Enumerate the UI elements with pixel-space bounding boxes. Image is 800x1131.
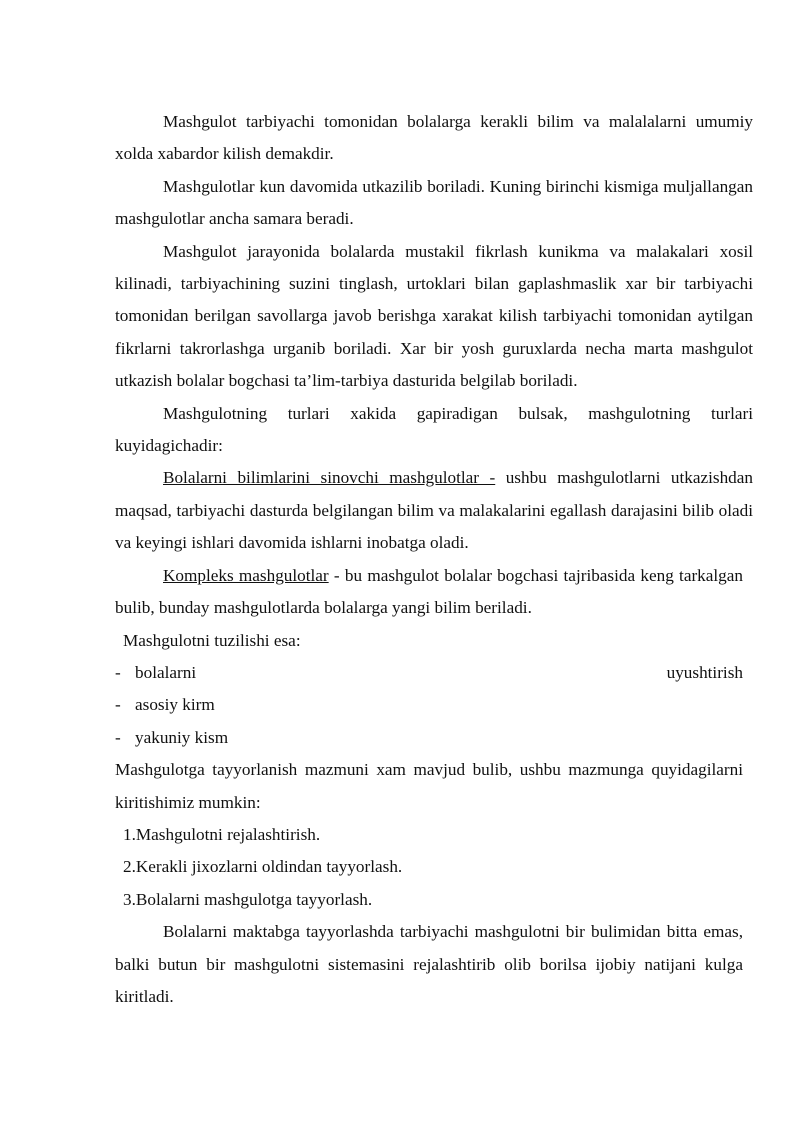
paragraph-preparation: Mashgulotga tayyorlanish mazmuni xam mavjud bulib, ushbu mazmunga quyidagilarni kiritishimiz mumkin: xyxy=(115,760,743,812)
term-complex-lessons: Kompleks mashgulotlar xyxy=(163,565,329,585)
paragraph-testing-lessons xyxy=(115,462,753,559)
list-item xyxy=(115,689,753,721)
list-dash: - xyxy=(115,662,121,682)
numbered-item: 3.Bolalarni mashgulotga tayyorlash. xyxy=(123,889,373,909)
paragraph-complex-lessons xyxy=(115,560,743,625)
list-item xyxy=(115,657,753,689)
structure-intro: Mashgulotni tuzilishi esa: xyxy=(123,630,301,650)
list-item-text: bolalarni xyxy=(135,662,197,682)
list-item-text-end: uyushtirish xyxy=(666,662,743,682)
list-item-text: asosiy kirm xyxy=(135,695,215,715)
paragraph-conclusion: Bolalarni maktabga tayyorlashda tarbiyachi mashgulotni bir bulimidan bitta emas, balki butun bir mashgulotni sistemasini rejalashtirib olib borilsa ijobiy natijani kulga kiritladi. xyxy=(115,922,743,1006)
numbered-item: 2.Kerakli jixozlarni oldindan tayyorlash. xyxy=(123,857,403,877)
complex-lessons-description: - bu mashgulot bolalar bogchasi tajribasida keng tarkalgan bulib, bunday mashgulotlarda bolalarga yangi bilim beriladi. xyxy=(115,565,743,618)
list-item-text: yakuniy kism xyxy=(135,727,229,747)
testing-lessons-description: ushbu mashgulotlarni utkazishdan maqsad, tarbiyachi dasturda belgilangan bilim va malakalarini egallash darajasini bilib oladi va keyingi ishlari davomida ishlarni inobatga oladi. xyxy=(115,468,753,553)
list-dash: - xyxy=(115,727,121,747)
paragraph-daytime: Mashgulotlar kun davomida utkazilib boriladi. Kuning birinchi kismiga muljallangan mashgulotlar ancha samara beradi. xyxy=(115,176,753,229)
paragraph-process: Mashgulot jarayonida bolalarda mustakil fikrlash kunikma va malakalari xosil kilinadi, tarbiyachining suzini tinglash, urtoklari bilan gaplashmaslik xar bir tarbiyachi tomonidan berilgan savollarga javob berishga xarakat kilish tarbiyachi tomonidan aytilgan fikrlarni takrorlashga urganib boriladi. Xar bir yosh guruxlarda necha marta mashgulot utkazish bolalar bogchasi ta’lim-tarbiya dasturida belgilab boriladi. xyxy=(115,241,753,391)
paragraph-types-intro: Mashgulotning turlari xakida gapiradigan bulsak, mashgulotning turlari kuyidagichadir: xyxy=(115,403,753,456)
paragraph-definition: Mashgulot tarbiyachi tomonidan bolalarga kerakli bilim va malalalarni umumiy xolda xabardor kilish demakdir. xyxy=(115,112,753,164)
numbered-item: 1.Mashgulotni rejalashtirish. xyxy=(123,824,321,844)
list-item xyxy=(115,722,753,754)
list-dash: - xyxy=(115,695,121,715)
term-testing-lessons: Bolalarni bilimlarini sinovchi mashgulotlar - xyxy=(163,468,496,488)
document-page xyxy=(115,106,753,1013)
